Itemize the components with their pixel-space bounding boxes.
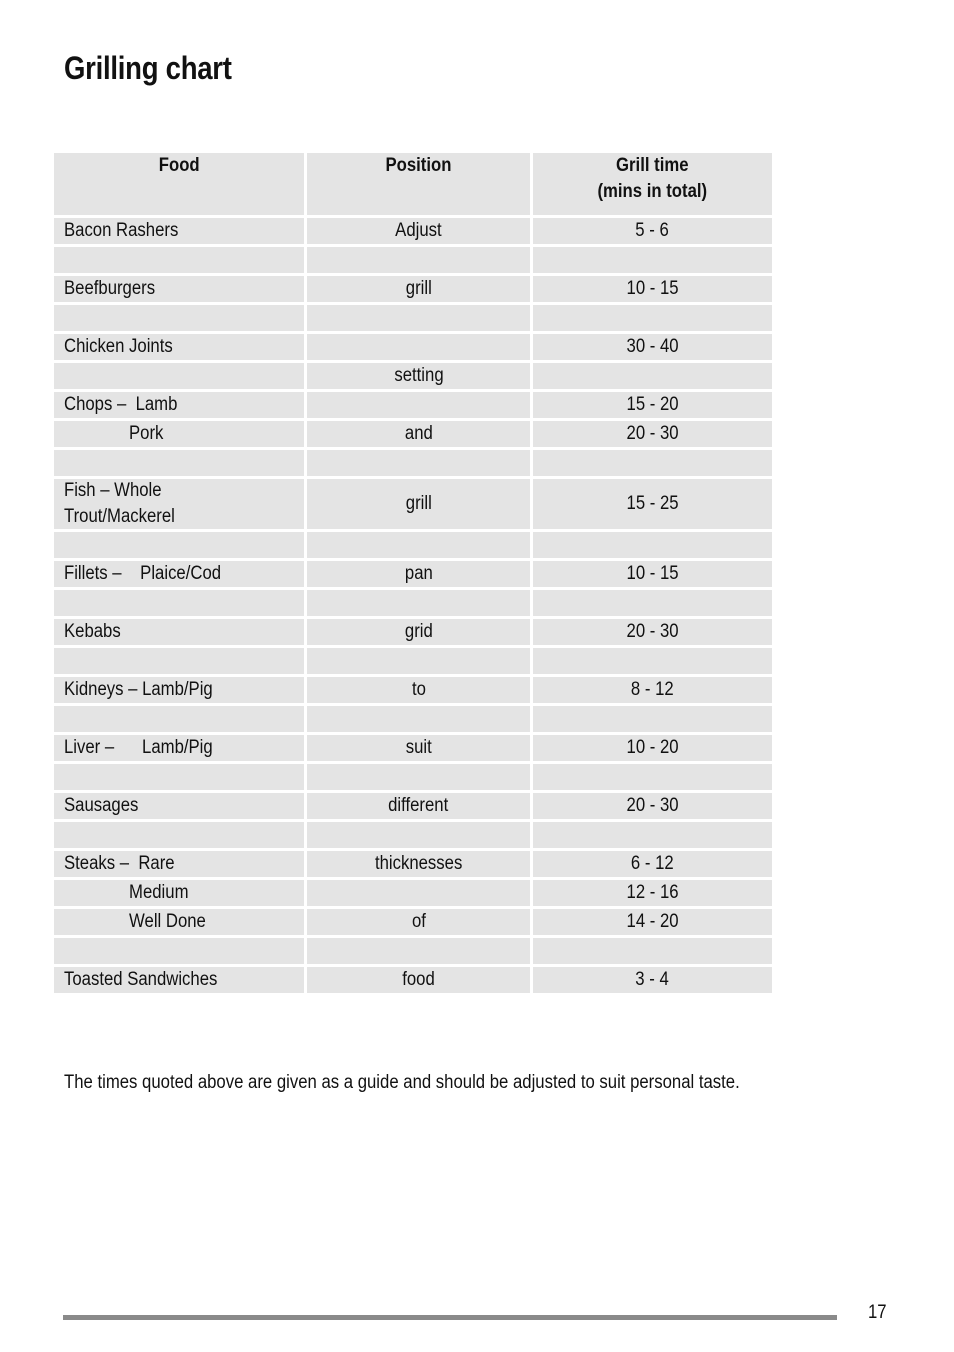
table-row [54, 706, 772, 732]
cell-position [307, 450, 530, 476]
cell-position: and [307, 421, 530, 447]
cell-food [54, 938, 304, 964]
cell-food [54, 305, 304, 331]
cell-grill-time [533, 532, 772, 558]
table-row [54, 561, 772, 587]
header-position: Position [307, 153, 530, 215]
guide-note: The times quoted above are given as a guide and should be adjusted to suit personal taste. [64, 1072, 740, 1093]
cell-grill-time [533, 822, 772, 848]
cell-position [307, 880, 530, 906]
cell-grill-time: 10 - 15 [533, 276, 772, 302]
table-row [54, 421, 772, 447]
table-row [54, 619, 772, 645]
table-row [54, 648, 772, 674]
cell-grill-time [533, 247, 772, 273]
cell-food [54, 648, 304, 674]
table-row [54, 851, 772, 877]
table-row [54, 764, 772, 790]
table-header-row [54, 153, 772, 215]
cell-position: thicknesses [307, 851, 530, 877]
cell-food [54, 450, 304, 476]
cell-grill-time: 8 - 12 [533, 677, 772, 703]
footer-rule [63, 1315, 837, 1320]
page-number: 17 [868, 1302, 887, 1323]
cell-grill-time: 15 - 25 [533, 479, 772, 529]
cell-food [54, 764, 304, 790]
cell-grill-time: 20 - 30 [533, 421, 772, 447]
cell-grill-time: 12 - 16 [533, 880, 772, 906]
cell-food: Fillets – Plaice/Cod [54, 561, 304, 587]
cell-position [307, 648, 530, 674]
cell-food [54, 706, 304, 732]
cell-position: grid [307, 619, 530, 645]
cell-position: to [307, 677, 530, 703]
cell-grill-time: 15 - 20 [533, 392, 772, 418]
cell-position [307, 764, 530, 790]
cell-grill-time: 5 - 6 [533, 218, 772, 244]
cell-food [54, 363, 304, 389]
cell-position: pan [307, 561, 530, 587]
cell-position [307, 822, 530, 848]
table-row [54, 590, 772, 616]
cell-position [307, 247, 530, 273]
cell-grill-time: 6 - 12 [533, 851, 772, 877]
cell-grill-time: 20 - 30 [533, 619, 772, 645]
cell-food: Fish – Whole Trout/Mackerel [54, 479, 304, 529]
cell-grill-time: 20 - 30 [533, 793, 772, 819]
table-row [54, 392, 772, 418]
cell-grill-time [533, 363, 772, 389]
cell-grill-time: 10 - 20 [533, 735, 772, 761]
cell-food [54, 532, 304, 558]
cell-grill-time [533, 764, 772, 790]
cell-position: grill [307, 276, 530, 302]
cell-grill-time [533, 305, 772, 331]
cell-food: Chops – Lamb [54, 392, 304, 418]
cell-position: different [307, 793, 530, 819]
cell-food: Chicken Joints [54, 334, 304, 360]
cell-position [307, 532, 530, 558]
table-row [54, 247, 772, 273]
cell-food: Toasted Sandwiches [54, 967, 304, 993]
table-row [54, 967, 772, 993]
table-row [54, 909, 772, 935]
grilling-table [54, 153, 772, 990]
page-title: Grilling chart [64, 50, 232, 86]
cell-position: Adjust [307, 218, 530, 244]
cell-food: Steaks – Rare [54, 851, 304, 877]
cell-position [307, 938, 530, 964]
table-row [54, 822, 772, 848]
cell-food: Liver – Lamb/Pig [54, 735, 304, 761]
table-row [54, 880, 772, 906]
table-row [54, 793, 772, 819]
cell-position [307, 392, 530, 418]
header-food: Food [54, 153, 304, 215]
cell-grill-time [533, 450, 772, 476]
cell-position: of [307, 909, 530, 935]
cell-food: Beefburgers [54, 276, 304, 302]
cell-grill-time: 30 - 40 [533, 334, 772, 360]
cell-grill-time [533, 648, 772, 674]
cell-position [307, 706, 530, 732]
table-row [54, 218, 772, 244]
cell-food: Sausages [54, 793, 304, 819]
table-row [54, 305, 772, 331]
cell-position: setting [307, 363, 530, 389]
cell-food: Bacon Rashers [54, 218, 304, 244]
cell-position: food [307, 967, 530, 993]
table-row [54, 450, 772, 476]
cell-food [54, 590, 304, 616]
cell-position: grill [307, 479, 530, 529]
cell-position [307, 590, 530, 616]
table-row [54, 735, 772, 761]
cell-grill-time [533, 706, 772, 732]
table-row [54, 938, 772, 964]
table-row [54, 532, 772, 558]
cell-position: suit [307, 735, 530, 761]
header-grill-time: Grill time (mins in total) [533, 153, 772, 215]
cell-grill-time: 10 - 15 [533, 561, 772, 587]
cell-food: Kidneys – Lamb/Pig [54, 677, 304, 703]
cell-grill-time: 3 - 4 [533, 967, 772, 993]
cell-food: Kebabs [54, 619, 304, 645]
cell-food [54, 247, 304, 273]
cell-position [307, 334, 530, 360]
cell-food [54, 822, 304, 848]
cell-grill-time: 14 - 20 [533, 909, 772, 935]
cell-food: Medium [54, 880, 304, 906]
cell-food: Well Done [54, 909, 304, 935]
cell-food: Pork [54, 421, 304, 447]
cell-grill-time [533, 590, 772, 616]
table-row [54, 363, 772, 389]
table-row [54, 677, 772, 703]
table-row [54, 334, 772, 360]
table-row [54, 479, 772, 529]
cell-position [307, 305, 530, 331]
cell-grill-time [533, 938, 772, 964]
table-row [54, 276, 772, 302]
